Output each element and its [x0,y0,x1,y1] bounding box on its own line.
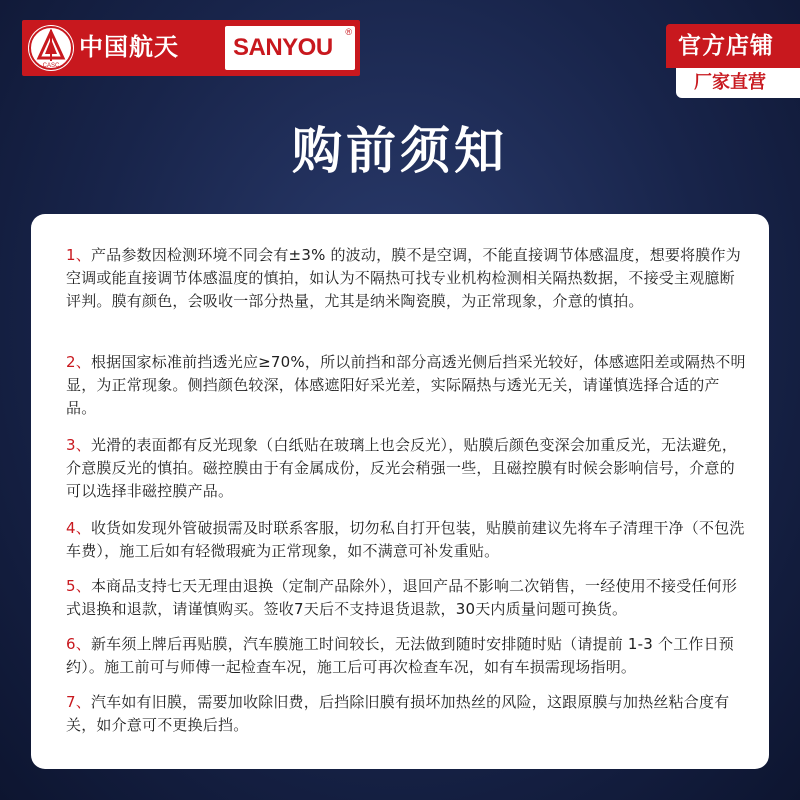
casc-emblem-icon [28,25,74,71]
notice-number: 3、 [66,436,91,454]
notice-item-3 [66,434,746,503]
notice-item-6 [66,633,746,679]
notice-text: 汽车如有旧膜，需要加收除旧费，后挡除旧膜有损坏加热丝的风险，这跟原膜与加热丝粘合度有关，如介意可不更换后挡。 [66,693,730,734]
notice-item-2 [66,351,746,420]
casc-name: 中国航天 [79,33,179,61]
notice-number: 1、 [66,246,91,264]
notice-number: 4、 [66,519,91,537]
notice-item-5 [66,575,746,621]
notice-text: 本商品支持七天无理由退换（定制产品除外），退回产品不影响二次销售，一经使用不接受任何形式退换和退款，请谨慎购买。签收7天后不支持退货退款，30天内质量问题可换货。 [66,577,738,618]
sanyou-logo [225,26,355,70]
notice-text: 产品参数因检测环境不同会有±3% 的波动，膜不是空调，不能直接调节体感温度，想要将膜作为空调或能直接调节体感温度的慎拍，如认为不隔热可找专业机构检测相关隔热数据，不接受主观臆断评判。膜有颜色，会吸收一部分热量，尤其是纳米陶瓷膜，为正常现象，介意的慎拍。 [66,246,741,310]
page-title: 购前须知 [292,122,508,180]
brand-logo [22,20,360,76]
official-store-badge [666,24,800,100]
casc-emblem-text: CASC [42,63,60,69]
notice-text: 根据国家标准前挡透光应≥70%，所以前挡和部分高透光侧后挡采光较好，体感遮阳差或隔热不明显，为正常现象。侧挡颜色较深，体感遮阳好采光差，实际隔热与透光无关，请谨慎选择合适的产品。 [66,353,746,417]
notice-number: 2、 [66,353,91,371]
notice-number: 6、 [66,635,91,653]
notice-number: 7、 [66,693,91,711]
registered-mark: ® [345,27,352,37]
notice-number: 5、 [66,577,91,595]
notice-item-4 [66,517,746,563]
store-badge-subtitle: 厂家直营 [694,72,766,93]
notice-text: 新车须上牌后再贴膜，汽车膜施工时间较长，无法做到随时安排随时贴（请提前 1-3 个工作日预约）。施工前可与师傅一起检查车况，施工后可再次检查车况，如有车损需现场指明。 [66,635,734,676]
notice-text: 收货如发现外管破损需及时联系客服，切勿私自打开包装，贴膜前建议先将车子清理干净（不包洗车费），施工后如有轻微瑕疵为正常现象，如不满意可补发重贴。 [66,519,745,560]
notice-text: 光滑的表面都有反光现象（白纸贴在玻璃上也会反光），贴膜后颜色变深会加重反光，无法避免，介意膜反光的慎拍。磁控膜由于有金属成份，反光会稍强一些，且磁控膜有时候会影响信号，介意的可以选择非磁控膜产品。 [66,436,738,500]
notice-item-1 [66,244,746,313]
store-badge-title: 官方店铺 [678,33,774,59]
sanyou-name: SANYOU [233,34,333,61]
notice-item-7 [66,691,746,737]
notice-card [31,214,769,769]
